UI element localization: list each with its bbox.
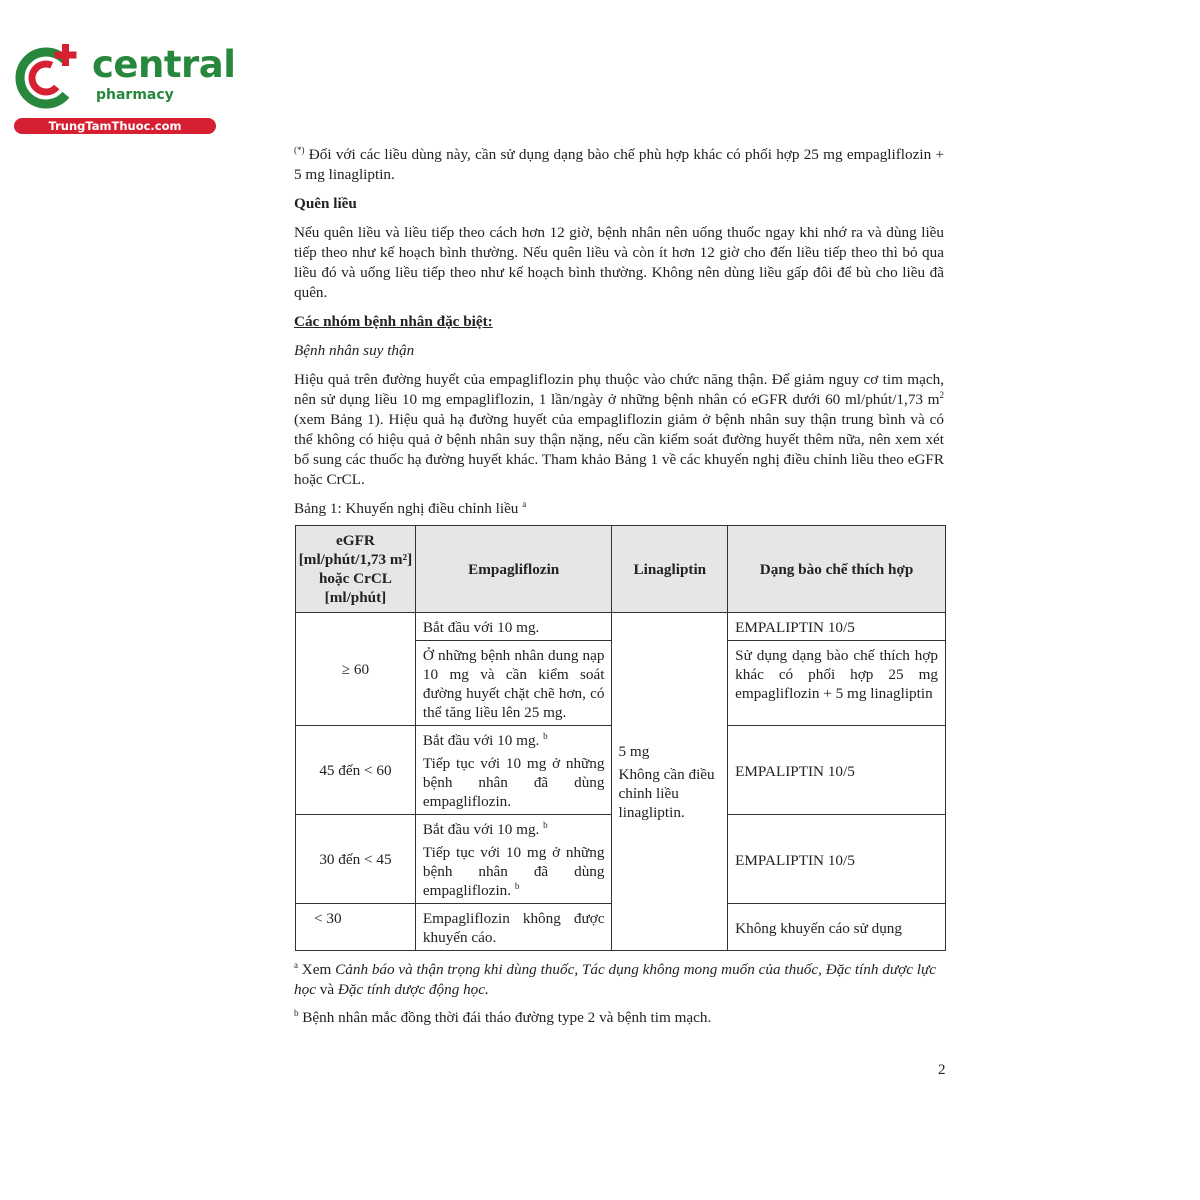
header-formulation: Dạng bào chế thích hợp — [728, 526, 946, 613]
footnote-a-mid: và — [315, 981, 338, 998]
empa-start — [423, 731, 605, 750]
empa-start-text: Bắt đầu với 10 mg. — [422, 821, 540, 838]
footnote-a-italic-2: Đặc tính dược động học. — [337, 981, 489, 998]
renal-text-1: Hiệu quả trên đường huyết của empagliflozin phụ thuộc vào chức năng thận. Để giảm nguy cơ tim mạch, nên sử dụng liều 10 mg empagliflozin, 1 lần/ngày ở những bệnh nhân có eGFR dưới 60 ml/phút/1,73 m — [294, 371, 944, 408]
logo-name: central — [92, 43, 236, 86]
missed-dose-text: Nếu quên liều và liều tiếp theo cách hơn 12 giờ, bệnh nhân nên uống thuốc ngay khi nhớ ra và dùng liều tiếp theo như kế hoạch bình thường. Nếu quên liều và còn ít hơn 12 giờ cho đến liều tiếp theo thì bỏ qua liều đó và uống liều tiếp theo như kế hoạch bình thường. Không nên dùng liều gấp đôi để bù cho liều đã quên. — [294, 224, 944, 301]
logo-website: TrungTamThuoc.com — [14, 118, 216, 134]
form-cell: EMPALIPTIN 10/5 — [728, 815, 946, 904]
renal-paragraph — [294, 370, 944, 490]
footnote-a-mark: a — [294, 959, 298, 970]
empa-cell: Empagliflozin không được khuyến cáo. — [415, 904, 612, 951]
empa-cell — [415, 726, 612, 815]
renal-text-2: (xem Bảng 1). Hiệu quả hạ đường huyết của empagliflozin giảm ở bệnh nhân suy thận trung bình và có thể không có hiệu quả ở bệnh nhân suy thận nặng, nếu cần kiểm soát đường huyết thêm nữa, nên xem xét bổ sung các thuốc hạ đường huyết khác. Tham khảo Bảng 1 về các khuyến nghị điều chỉnh liều theo eGFR hoặc CrCL. — [294, 411, 944, 488]
table-caption — [294, 499, 944, 519]
lina-text: Không cần điều chỉnh liều linagliptin. — [618, 765, 715, 821]
page-number: 2 — [938, 1062, 946, 1078]
footnote-b-sup: b — [514, 880, 520, 891]
form-cell: Sử dụng dạng bào chế thích hợp khác có phối hợp 25 mg empagliflozin + 5 mg linagliptin — [728, 641, 946, 726]
header-egfr: eGFR [ml/phút/1,73 m²] hoặc CrCL [ml/phút] — [296, 526, 416, 613]
dose-note-text: Đối với các liều dùng này, cần sử dụng dạng bào chế phù hợp khác có phối hợp 25 mg empagliflozin + 5 mg linagliptin. — [294, 146, 945, 183]
form-cell: Không khuyến cáo sử dụng — [728, 904, 946, 951]
document-body — [294, 145, 944, 528]
empa-continue-text: Tiếp tục với 10 mg ở những bệnh nhân đã dùng empagliflozin. — [422, 844, 605, 899]
central-pharmacy-logo — [8, 36, 236, 136]
table-caption-text: Bảng 1: Khuyến nghị điều chỉnh liều — [294, 500, 519, 517]
egfr-cell: 30 đến < 45 — [296, 815, 416, 904]
header-linagliptin: Linagliptin — [612, 526, 728, 613]
empa-start — [423, 820, 605, 839]
footnote-b-text: Bệnh nhân mắc đồng thời đái tháo đường type 2 và bệnh tim mạch. — [298, 1009, 712, 1026]
egfr-cell: ≥ 60 — [296, 613, 416, 726]
footnote-a-pre: Xem — [298, 961, 336, 978]
table-header-row — [296, 526, 946, 613]
footnote-b-mark: b — [294, 1007, 299, 1018]
empa-cell: Ở những bệnh nhân dung nạp 10 mg và cần kiểm soát đường huyết chặt chẽ hơn, có thể tăng liều lên 25 mg. — [415, 641, 612, 726]
egfr-cell: 45 đến < 60 — [296, 726, 416, 815]
egfr-cell: < 30 — [296, 904, 416, 951]
footnote-b-sup: b — [543, 819, 548, 830]
special-groups-heading: Các nhóm bệnh nhân đặc biệt: — [294, 313, 493, 330]
footnote-a — [294, 960, 946, 1000]
missed-dose-heading: Quên liều — [294, 195, 357, 212]
form-cell: EMPALIPTIN 10/5 — [728, 726, 946, 815]
renal-heading: Bệnh nhân suy thận — [294, 342, 415, 359]
table-row — [296, 613, 946, 641]
logo-subtitle: pharmacy — [96, 87, 174, 103]
form-cell: EMPALIPTIN 10/5 — [728, 613, 946, 641]
empa-continue — [423, 843, 605, 900]
linagliptin-cell — [612, 613, 728, 951]
central-logo-icon — [12, 40, 84, 112]
dose-note-paragraph — [294, 145, 944, 185]
empa-cell — [415, 815, 612, 904]
dose-adjustment-table — [295, 525, 946, 951]
renal-sup: 2 — [939, 389, 944, 400]
empa-cell: Bắt đầu với 10 mg. — [415, 613, 612, 641]
table-caption-sup: a — [522, 498, 527, 509]
header-empagliflozin: Empagliflozin — [415, 526, 612, 613]
note-mark: (*) — [294, 144, 305, 155]
footnote-b — [294, 1008, 946, 1028]
lina-dose: 5 mg — [618, 742, 650, 760]
footnote-a-italic: Cảnh báo và thận trọng khi dùng thuốc, Tác dụng không mong muốn của thuốc, Đặc tính dược lực học — [294, 961, 937, 998]
footnote-b-sup: b — [543, 730, 548, 741]
empa-continue: Tiếp tục với 10 mg ở những bệnh nhân đã dùng empagliflozin. — [422, 755, 605, 810]
empa-start-text: Bắt đầu với 10 mg. — [422, 732, 540, 749]
